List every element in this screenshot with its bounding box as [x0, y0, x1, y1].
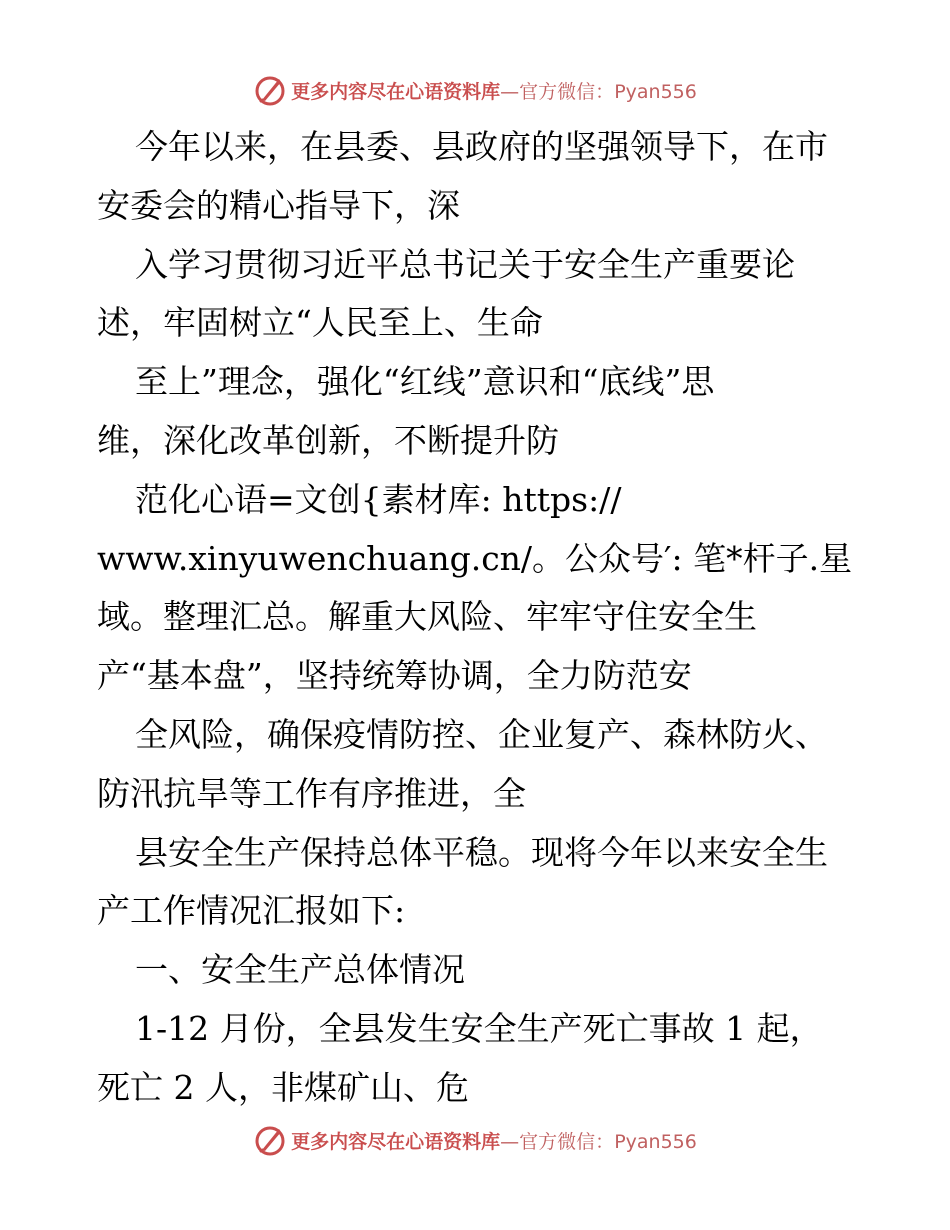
- banner-wechat-id: Pyan556: [614, 1130, 697, 1153]
- text-line: 述，牢固树立“人民至上、生命: [97, 303, 543, 343]
- text-line: 今年以来，在县委、县政府的坚强领导下，在市: [135, 127, 828, 166]
- text-line: 1-12 月份，全县发生安全生产死亡事故 1 起，: [135, 1008, 823, 1048]
- header-watermark-banner: [0, 70, 950, 110]
- text-line: 县安全生产保持总体平稳。现将今年以来安全生: [135, 832, 828, 872]
- banner-brand: 更多内容尽在心语资料库: [291, 80, 501, 103]
- banner-text: [291, 77, 697, 104]
- footer-watermark-banner: [0, 1120, 950, 1160]
- banner-wechat-id: Pyan556: [614, 80, 697, 103]
- quill-logo-icon: [253, 1123, 287, 1157]
- banner-wechat-label: 官方微信：: [519, 80, 615, 103]
- text-line: 一、安全生产总体情况: [135, 950, 465, 990]
- text-line: 产工作情况汇报如下:: [97, 891, 406, 931]
- banner-brand: 更多内容尽在心语资料库: [291, 1130, 501, 1153]
- text-line: 全风险，确保疫情防控、企业复产、森林防火、: [135, 714, 828, 754]
- banner-wechat-label: 官方微信：: [519, 1130, 615, 1153]
- banner-separator: —: [500, 1130, 520, 1153]
- document-body: [97, 118, 857, 1118]
- text-line: 产“基本盘”，坚持统筹协调，全力防范安: [97, 656, 692, 696]
- text-line: 防汛抗旱等工作有序推进，全: [97, 773, 526, 813]
- text-line: 域。整理汇总。解重大风险、牢牢守住安全生: [97, 597, 757, 637]
- text-line: 维，深化改革创新，不断提升防: [97, 420, 559, 460]
- text-line: 安委会的精心指导下，深: [97, 185, 460, 225]
- text-line: 范化心语=文创{素材库: https://: [135, 479, 622, 519]
- banner-text: [291, 1127, 697, 1154]
- banner-separator: —: [500, 80, 520, 103]
- text-line: 至上”理念，强化“红线”意识和“底线”思: [135, 362, 715, 402]
- text-line: www.xinyuwenchuang.cn/。公众号′: 笔*杆子.星: [97, 538, 853, 578]
- text-line: 死亡 2 人，非煤矿山、危: [97, 1067, 469, 1107]
- quill-logo-icon: [253, 73, 287, 107]
- text-line: 入学习贯彻习近平总书记关于安全生产重要论: [135, 244, 795, 284]
